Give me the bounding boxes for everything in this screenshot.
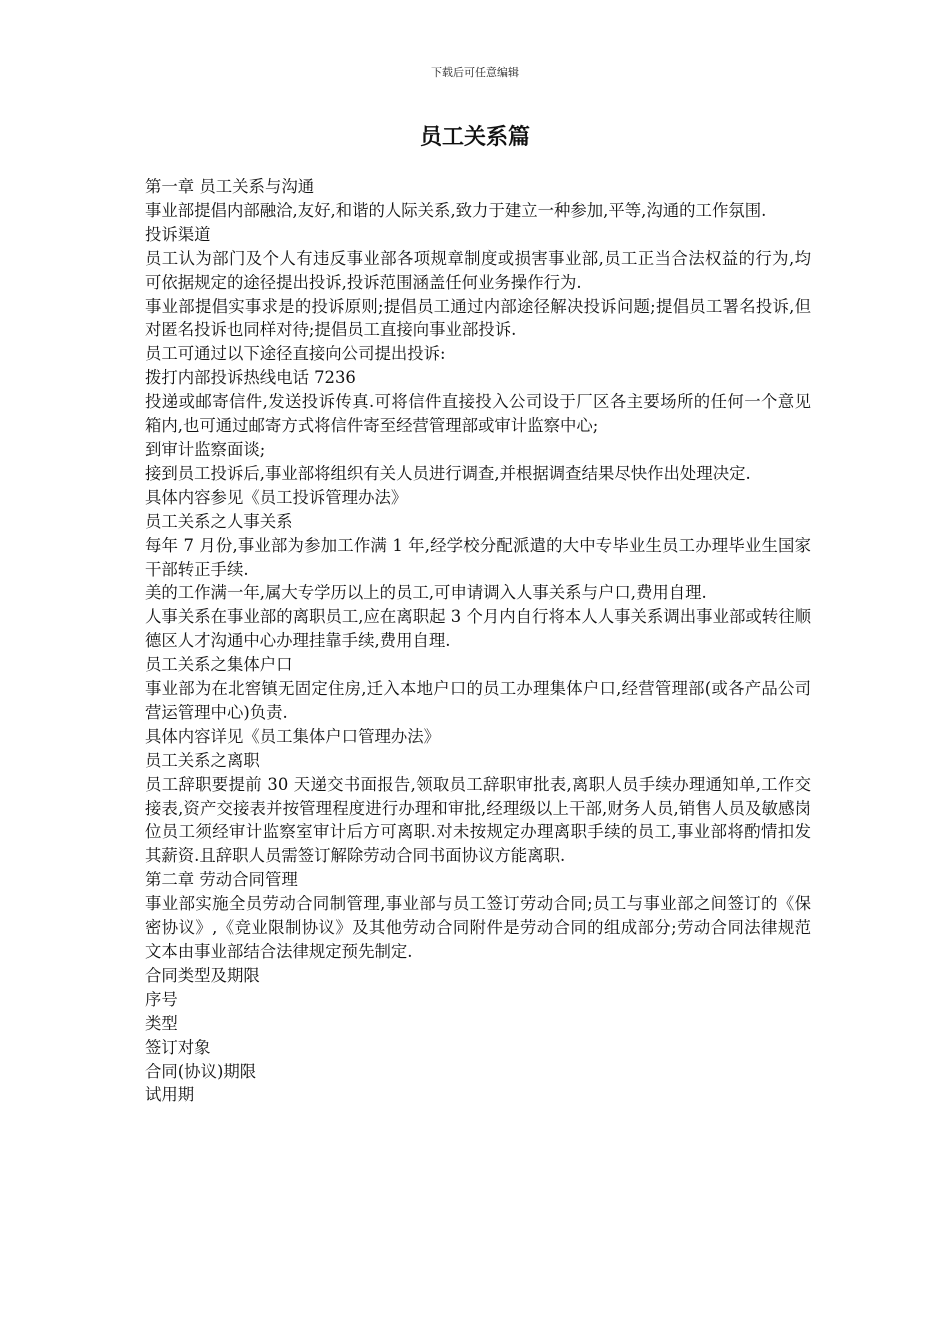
section-heading: 员工关系之离职 <box>145 750 260 770</box>
chapter-heading: 第二章 劳动合同管理 <box>145 870 298 890</box>
list-item: 投递或邮寄信件,发送投诉传真.可将信件直接投入公司设于厂区各主要场所的任何一个意见箱内,也可通过邮寄方式将信件寄至经营管理部或审计监察中心; <box>145 392 811 436</box>
paragraph: 员工辞职要提前 30 天递交书面报告,领取员工辞职审批表,离职人员手续办理通知单,工作交接表,资产交接表并按管理程度进行办理和审批,经理级以上干部,财务人员,销售人员及敏感岗位员工须经审计监察室审计后方可离职.对未按规定办理离职手续的员工,事业部将酌情扣发其薪资.且辞职人员需签订解除劳动合同书面协议方能离职. <box>145 774 811 866</box>
paragraph: 员工认为部门及个人有违反事业部各项规章制度或损害事业部,员工正当合法权益的行为,均可依据规定的途径提出投诉,投诉范围涵盖任何业务操作行为. <box>145 248 811 292</box>
paragraph: 员工可通过以下途径直接向公司提出投诉: <box>145 344 446 364</box>
table-header-cell: 类型 <box>145 1013 178 1033</box>
section-heading: 员工关系之人事关系 <box>145 511 293 531</box>
document-body <box>145 175 811 1107</box>
paragraph: 事业部实施全员劳动合同制管理,事业部与员工签订劳动合同;员工与事业部之间签订的《保密协议》,《竞业限制协议》及其他劳动合同附件是劳动合同的组成部分;劳动合同法律规范文本由事业部结合法律规定预先制定. <box>145 894 811 961</box>
paragraph: 事业部为在北窖镇无固定住房,迁入本地户口的员工办理集体户口,经营管理部(或各产品公司营运管理中心)负责. <box>145 679 811 722</box>
section-heading: 员工关系之集体户口 <box>145 655 293 675</box>
paragraph: 事业部提倡实事求是的投诉原则;提倡员工通过内部途径解决投诉问题;提倡员工署名投诉,但对匿名投诉也同样对待;提倡员工直接向事业部投诉. <box>145 296 811 340</box>
paragraph: 事业部提倡内部融洽,友好,和谐的人际关系,致力于建立一种参加,平等,沟通的工作氛围. <box>145 200 767 220</box>
paragraph: 接到员工投诉后,事业部将组织有关人员进行调查,并根据调查结果尽快作出处理决定. <box>145 463 751 483</box>
table-header-cell: 序号 <box>145 989 178 1009</box>
paragraph: 人事关系在事业部的离职员工,应在离职起 3 个月内自行将本人人事关系调出事业部或转往顺德区人才沟通中心办理挂靠手续,费用自理. <box>145 607 811 651</box>
paragraph: 每年 7 月份,事业部为参加工作满 1 年,经学校分配派遣的大中专毕业生员工办理毕业生国家干部转正手续. <box>145 535 811 579</box>
paragraph: 具体内容详见《员工集体户口管理办法》 <box>145 726 441 746</box>
table-header-cell: 合同(协议)期限 <box>145 1061 257 1081</box>
table-header-cell: 签订对象 <box>145 1037 211 1057</box>
list-item: 拨打内部投诉热线电话 7236 <box>145 368 356 388</box>
table-header-cell: 试用期 <box>145 1085 195 1105</box>
section-heading: 投诉渠道 <box>145 224 211 244</box>
page-title: 员工关系篇 <box>419 124 530 150</box>
chapter-heading: 第一章 员工关系与沟通 <box>145 177 315 196</box>
section-heading: 合同类型及期限 <box>145 965 260 985</box>
paragraph: 美的工作满一年,属大专学历以上的员工,可申请调入人事关系与户口,费用自理. <box>145 583 707 603</box>
paragraph: 具体内容参见《员工投诉管理办法》 <box>145 487 408 507</box>
list-item: 到审计监察面谈; <box>145 439 266 459</box>
header-note: 下载后可任意编辑 <box>431 66 519 79</box>
